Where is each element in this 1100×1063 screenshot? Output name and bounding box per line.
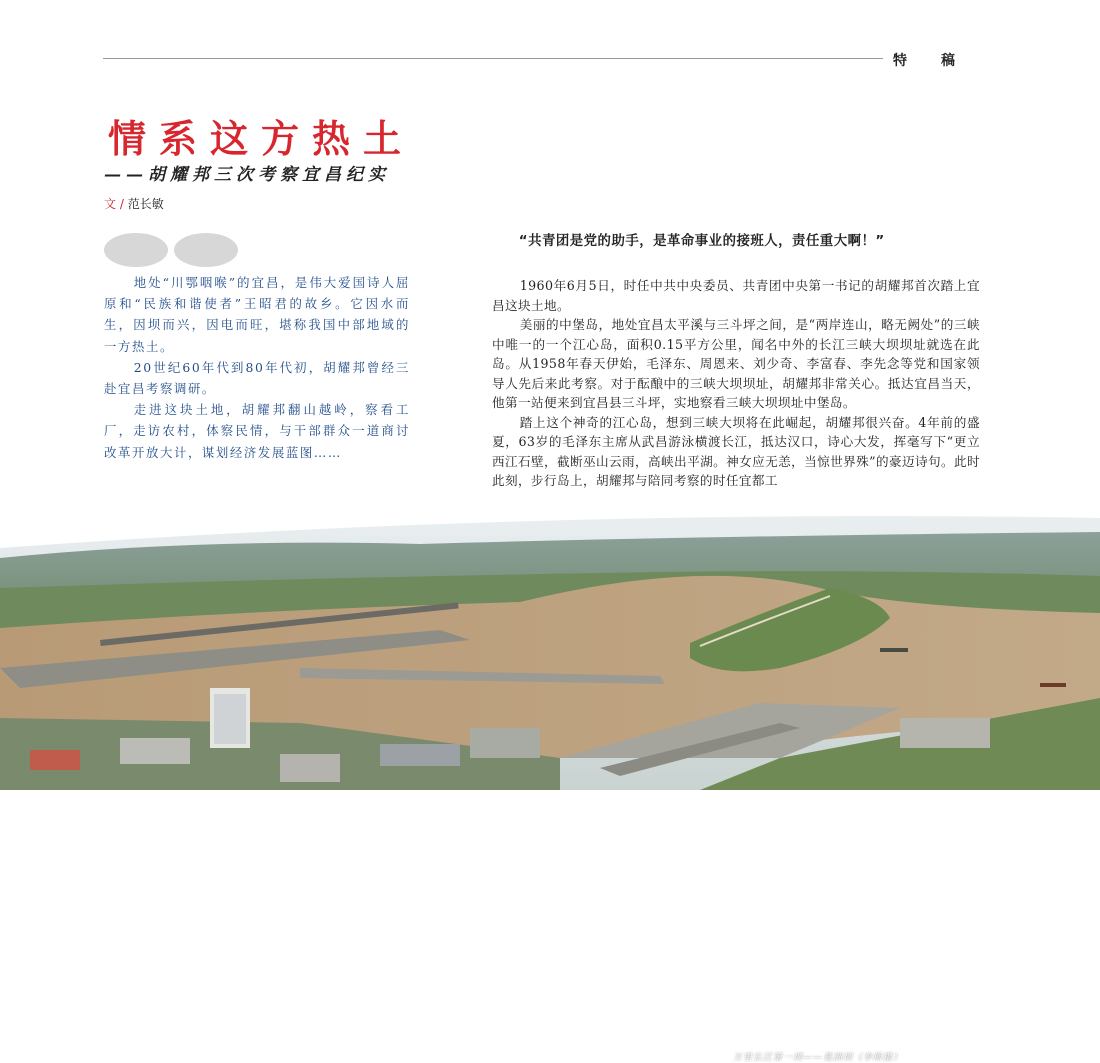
- decorative-circle: [174, 233, 238, 267]
- article-subtitle: ——胡耀邦三次考察宜昌纪实: [104, 165, 390, 185]
- intro-paragraph: 走进这块土地，胡耀邦翻山越岭，察看工厂，走访农村，体察民情，与干部群众一道商讨改革开放大计，谋划经济发展蓝图……: [104, 402, 410, 460]
- intro-paragraph: 地处“川鄂咽喉”的宜昌，是伟大爱国诗人屈原和“民族和谐使者”王昭君的故乡。它因水而生，因坝而兴，因电而旺，堪称我国中部地域的一方热土。: [104, 275, 410, 354]
- photo-caption: 万里长江第一坝——葛洲坝（李斯摄）: [733, 1053, 904, 1063]
- header-rule: [103, 58, 883, 59]
- dam-aerial-photo: [0, 518, 1100, 1063]
- intro-block: [104, 272, 410, 463]
- byline: [104, 195, 164, 212]
- article-body: [492, 276, 980, 514]
- body-paragraph: 1960年6月5日，时任中共中央委员、共青团中央第一书记的胡耀邦首次踏上宜昌这块土地。: [492, 278, 980, 313]
- author-name: 范长敏: [127, 197, 164, 211]
- body-paragraph: 踏上这个神奇的江心岛，想到三峡大坝将在此崛起，胡耀邦很兴奋。4年前的盛夏，63岁的毛泽东主席从武昌游泳横渡长江，抵达汉口，诗心大发，挥毫写下“更立西江石壁，截断巫山云雨，高峡出平湖。神女应无恙，当惊世界殊”的豪迈诗句。此时此刻，步行岛上，胡耀邦与陪同考察的时任宜都工: [492, 414, 980, 488]
- decorative-circles: [104, 233, 244, 273]
- body-paragraph: 美丽的中堡岛，地处宜昌太平溪与三斗坪之间，是“两岸连山，略无阙处”的三峡中唯一的一个江心岛，面积0.15平方公里，闻名中外的长江三峡大坝坝址就选在此岛。从1958年春天伊始，毛泽东、周恩来、刘少奇、李富春、李先念等党和国家领导人先后来此考察。对于酝酿中的三峡大坝坝址，胡耀邦非常关心。抵达宜昌当天，他第一站便来到宜昌县三斗坪，实地察看三峡大坝坝址中堡岛。: [492, 317, 980, 410]
- decorative-circle: [104, 233, 168, 267]
- dam-photo-illustration: [0, 518, 1100, 790]
- intro-paragraph: 20世纪60年代到80年代初，胡耀邦曾经三赴宜昌考察调研。: [104, 359, 410, 397]
- article-title: 情系这方热土: [108, 116, 415, 161]
- byline-prefix: 文 /: [104, 197, 128, 211]
- section-label: 特稿: [893, 53, 989, 69]
- section-quote-heading: “共青团是党的助手，是革命事业的接班人，责任重大啊！”: [518, 234, 885, 249]
